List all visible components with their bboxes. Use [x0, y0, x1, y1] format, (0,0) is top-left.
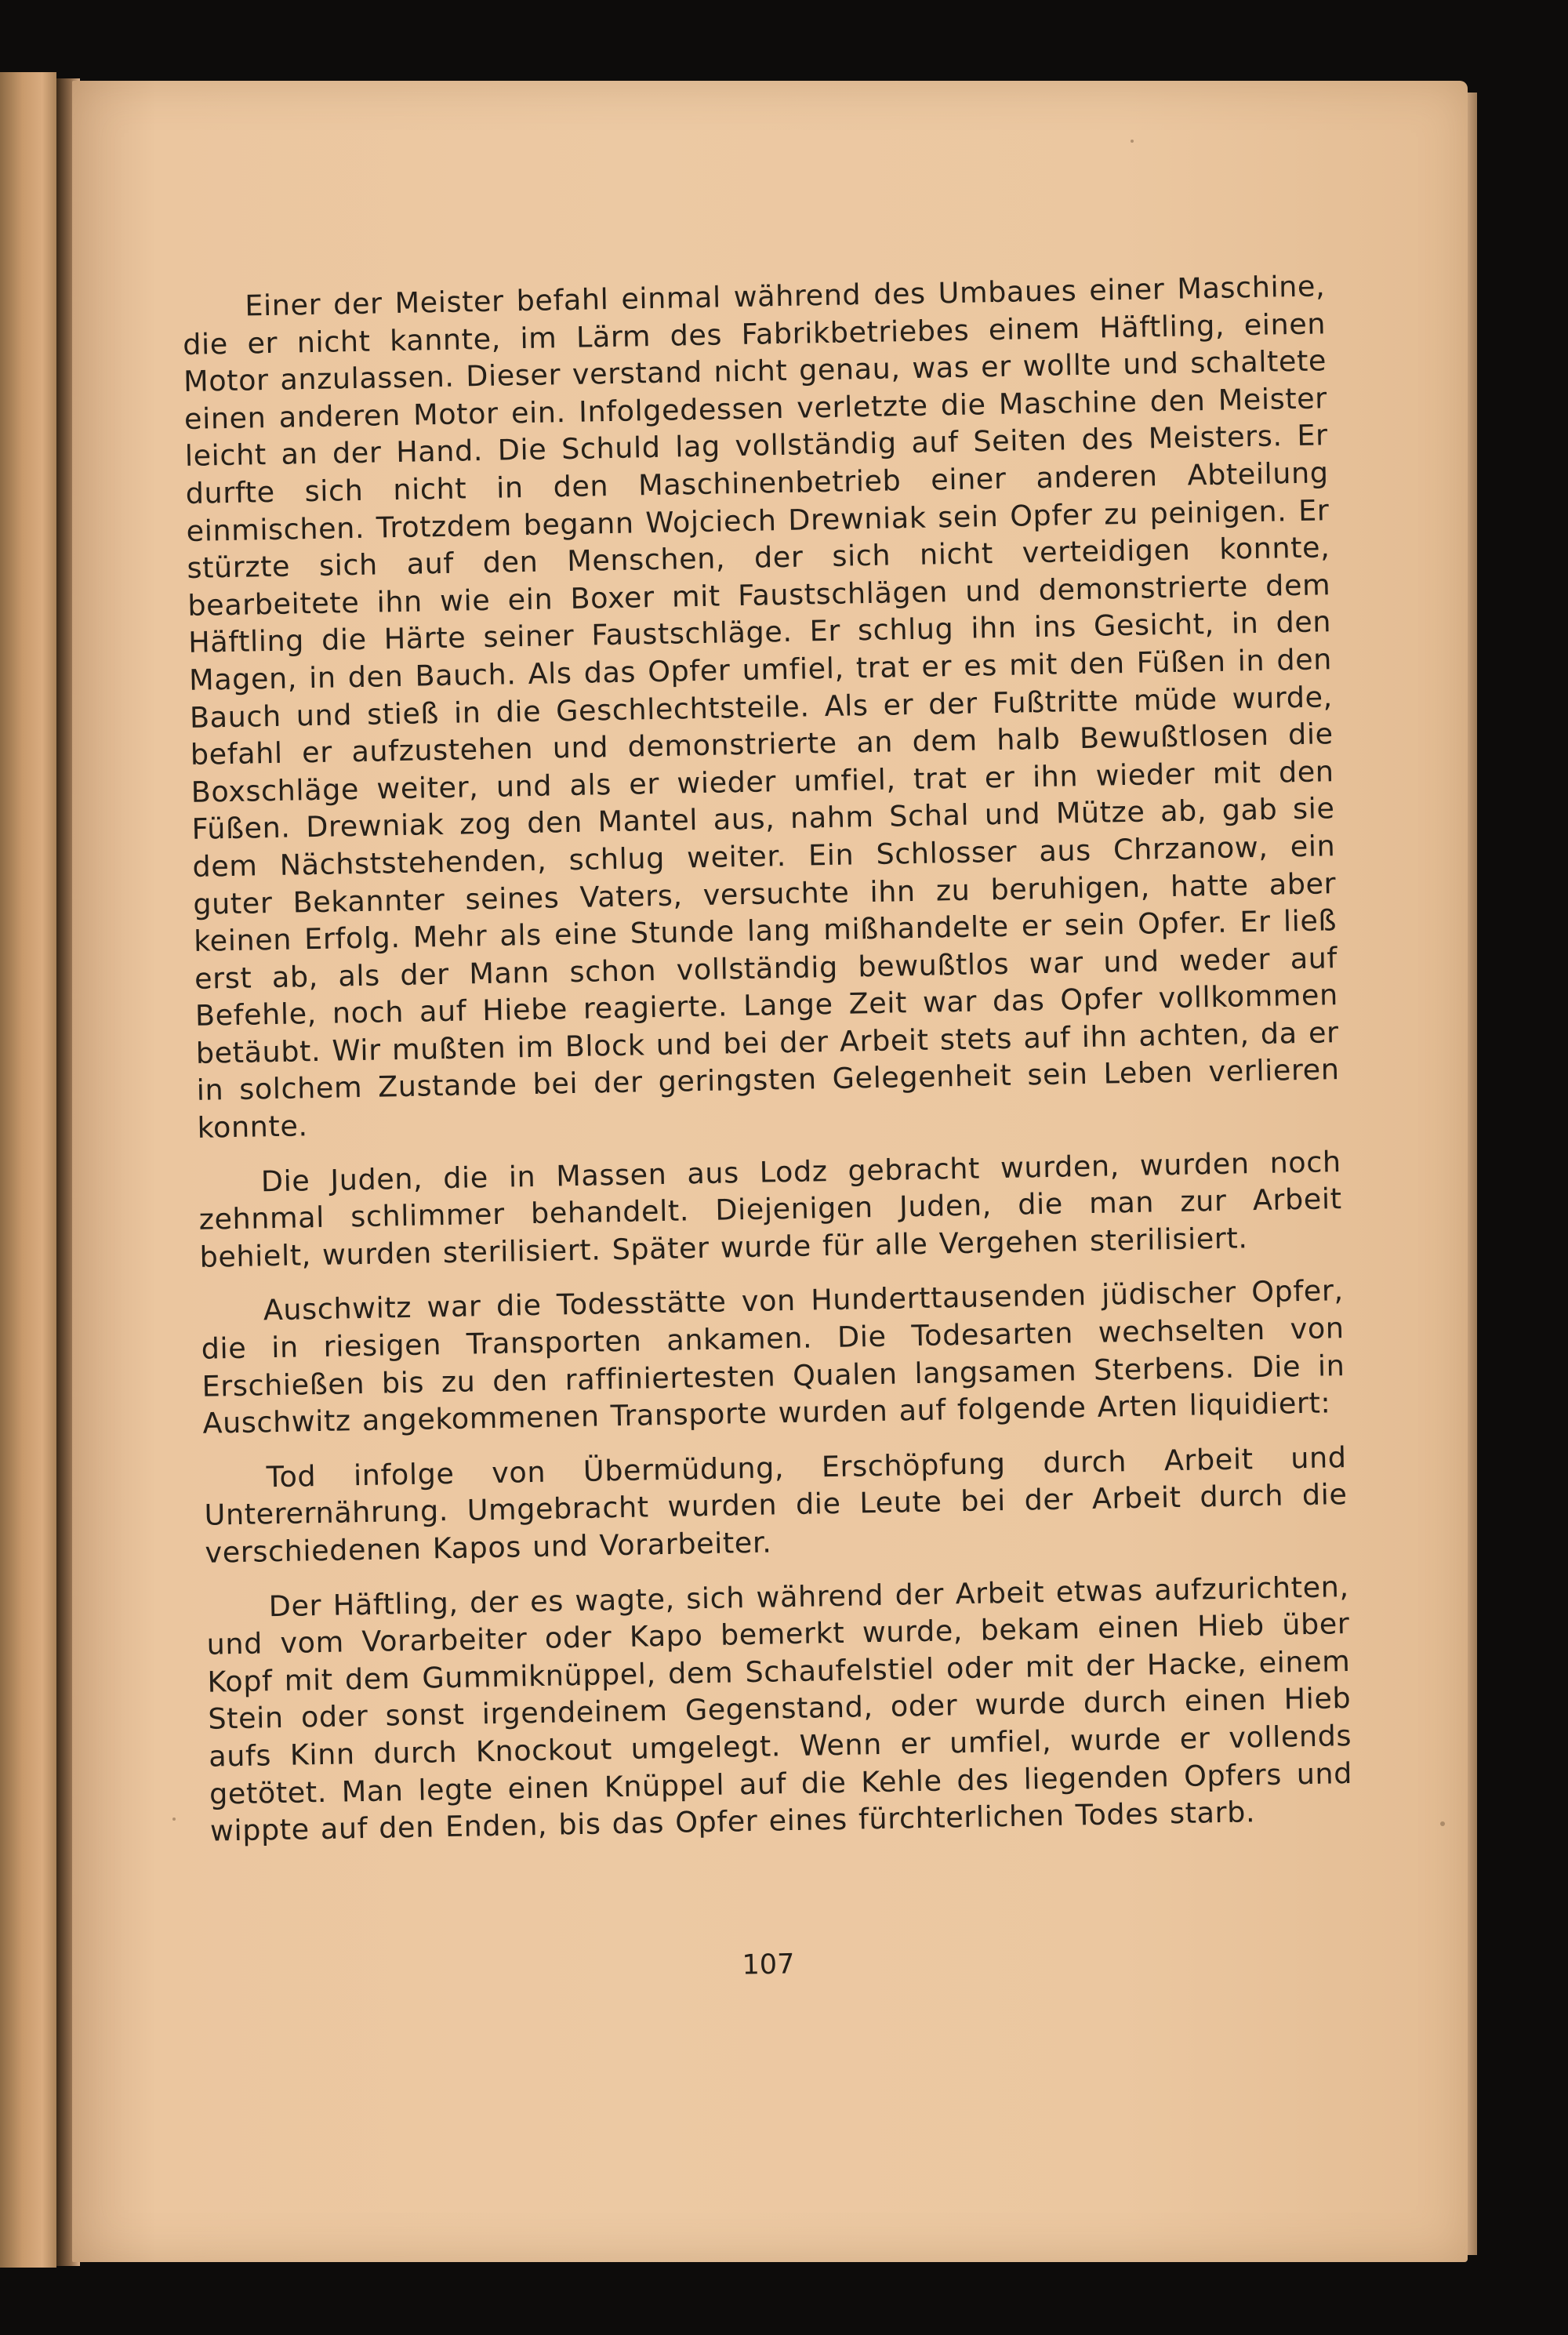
- paper-speck: [1131, 140, 1134, 143]
- left-page-edge: [0, 72, 56, 2268]
- paragraph: Die Juden, die in Massen aus Lodz gebracht wurden, wurden noch zehnmal schlimmer behandelt. Diejenigen Juden, die man zur Arbeit behielt, wurden sterilisiert. Später wurde für alle Vergehen sterilisiert.: [198, 1144, 1342, 1274]
- paragraph: Der Häftling, der es wagte, sich während der Arbeit etwas aufzurichten, und vom Vorarbeiter oder Kapo bemerkt wurde, bekam einen Hieb über Kopf mit dem Gummiknüppel, dem Schaufelstiel oder mit der Hacke, einem Stein oder sonst irgendeinem Gegenstand, oder wurde durch einen Hieb aufs Kinn durch Knockout umgelegt. Wenn er umfiel, wurde er vollends getötet. Man legte einen Knüppel auf die Kehle des liegenden Opfers und wippte auf den Enden, bis das Opfer eines fürchterlichen Todes starb.: [206, 1569, 1353, 1848]
- paper-speck: [1440, 1821, 1445, 1826]
- page-number: 107: [742, 1948, 795, 1981]
- paragraph: Auschwitz war die Todesstätte von Hunderttausenden jüdischer Opfer, die in riesigen Transporten ankamen. Die Todesarten wechselten von Erschießen bis zu den raffiniertesten Qualen langsamen Sterbens. Die in Auschwitz angekommenen Transporte wurden auf folgende Arten liquidiert:: [201, 1273, 1345, 1440]
- paper-speck: [172, 1818, 176, 1821]
- paragraph: Tod infolge von Übermüdung, Erschöpfung durch Arbeit und Unterernährung. Umgebracht wurden die Leute bei der Arbeit durch die verschiedenen Kapos und Vorarbeiter.: [204, 1440, 1348, 1570]
- paragraph: Einer der Meister befahl einmal während des Umbaues einer Maschine, die er nicht kannte, im Lärm des Fabrikbetriebes einem Häftling, einen Motor anzulassen. Dieser verstand nicht genau, was er wollte und schaltete einen anderen Motor ein. Infolgedessen verletzte die Maschine den Meister leicht an der Hand. Die Schuld lag vollständig auf Seiten des Meisters. Er durfte sich nicht in den Maschinenbetrieb einer anderen Abteilung einmischen. Trotzdem begann Wojciech Drewniak sein Opfer zu peinigen. Er stürzte sich auf den Menschen, der sich nicht verteidigen konnte, bearbeitete ihn wie ein Boxer mit Faustschlägen und demonstrierte dem Häftling die Härte seiner Faustschläge. Er schlug ihn ins Gesicht, in den Magen, in den Bauch. Als das Opfer umfiel, trat er es mit den Füßen in den Bauch und stieß in die Geschlechtsteile. Als er der Fußtritte müde wurde, befahl er aufzustehen und demonstrierte an dem halb Bewußtlosen die Boxschläge weiter, und als er wieder umfiel, trat er ihn wieder mit den Füßen. Drewniak zog den Mantel aus, nahm Schal und Mütze ab, gab sie dem Nächststehenden, schlug weiter. Ein Schlosser aus Chrzanow, ein guter Bekannter seines Vaters, versuchte ihn zu beruhigen, hatte aber keinen Erfolg. Mehr als eine Stunde lang mißhandelte er sein Opfer. Er ließ erst ab, als der Mann schon vollständig bewußtlos war und weder auf Befehle, noch auf Hiebe reagierte. Lange Zeit war das Opfer vollkommen betäubt. Wir mußten im Block und bei der Arbeit stets auf ihn achten, da er in solchem Zustande bei der geringsten Gelegenheit sein Leben verlieren konnte.: [182, 269, 1340, 1145]
- body-text: [182, 267, 1354, 1867]
